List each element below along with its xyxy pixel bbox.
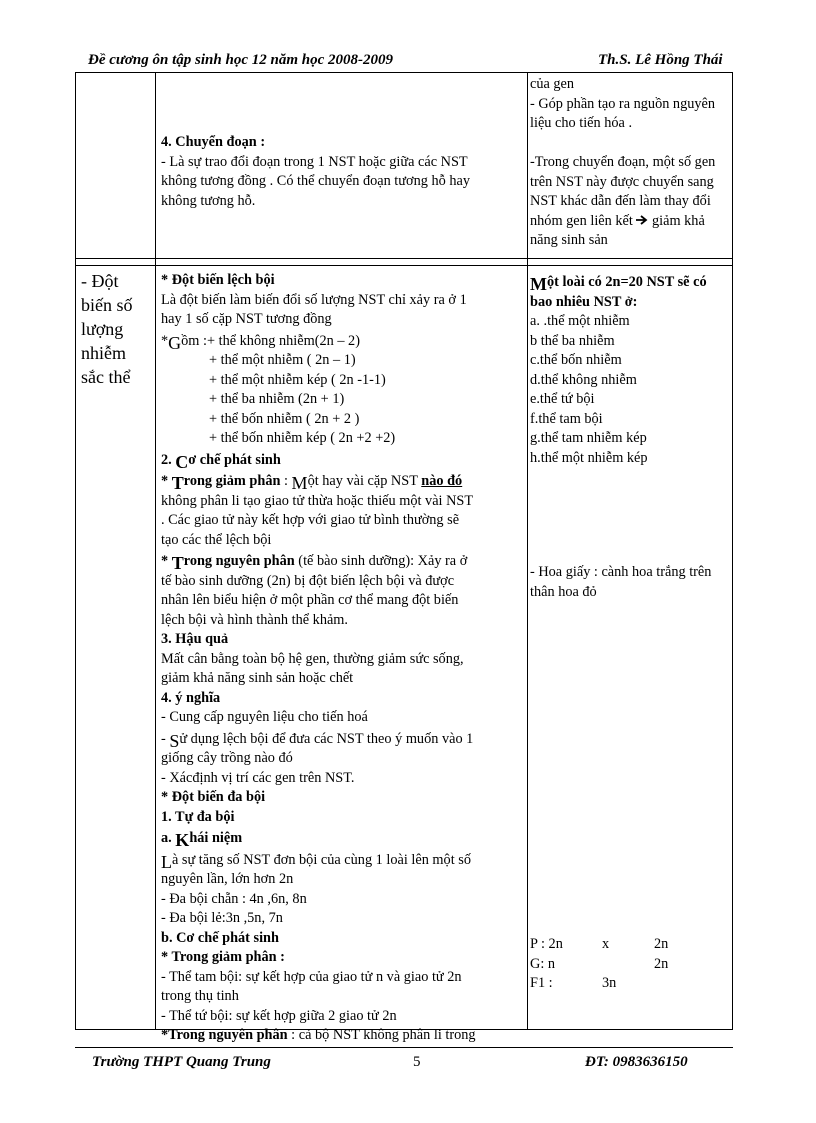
right-arrow-icon (636, 214, 648, 226)
text-line: nguyên lần, lớn hơn 2n (161, 871, 294, 887)
footer-rule (75, 1047, 733, 1048)
mechanism-title: 2. Cơ chế phát sinh (161, 451, 281, 472)
text-line: - Thể tam bội: sự kết hợp của giao tử n và giao tử 2n (161, 968, 462, 985)
text-line: - Cung cấp nguyên liệu cho tiến hoá (161, 709, 368, 725)
exercise-question: bao nhiêu NST ở: (530, 293, 638, 310)
text-line: giảm khả năng sinh sản hoặc chết (161, 670, 354, 686)
text-line: -Trong chuyển đoạn, một số gen (530, 154, 716, 170)
footer-phone: ĐT: 0983636150 (585, 1054, 688, 1070)
exercise-option: h.thể một nhiễm kép (530, 449, 648, 466)
section-label: - Đột biến số lượng nhiễm sắc thể (81, 271, 133, 387)
text-line: không phân li tạo giao tử thừa hoặc thiếu một vài NST (161, 492, 474, 509)
cross-row-g: G: n 2n (530, 955, 669, 972)
consequence-title: 3. Hậu quả (161, 631, 229, 647)
concept-title: a. Khái niệm (161, 830, 243, 850)
cross-row-p: P : 2n x 2n (530, 936, 669, 952)
type-item: + thể bốn nhiễm ( 2n + 2 ) (209, 410, 360, 427)
text-line: nhóm gen liên kết giảm khả (530, 212, 705, 229)
text-line: Mất cân bằng toàn bộ hệ gen, thường giảm sức sống, (161, 650, 464, 667)
aneuploidy-title: * Đột biến lệch bội (161, 272, 275, 288)
types-line: *Gồm :+ thể không nhiễm(2n – 2) (161, 332, 360, 353)
aneuploidy-cell (161, 271, 476, 1046)
polyploidy-title: * Đột biến đa bội (161, 789, 266, 805)
footer-school: Trường THPT Quang Trung (92, 1054, 271, 1070)
mechanism2-title: b. Cơ chế phát sinh (161, 929, 279, 946)
text-line: lệch bội và hình thành thể khảm. (161, 611, 349, 628)
text-line: - Hoa giấy : cành hoa trắng trên (530, 564, 712, 580)
translocation-title: 4. Chuyển đoạn : (161, 134, 266, 150)
mitosis-line: * Trong nguyên phân (tế bào sinh dưỡng): Xảy ra ở (161, 553, 468, 573)
text-line: tạo các thể lệch bội (161, 531, 272, 548)
text-line: - Đa bội chẵn : 4n ,6n, 8n (161, 890, 307, 907)
exercise-option: e.thể tứ bội (530, 391, 595, 407)
autopolyploidy-title: 1. Tự đa bội (161, 808, 235, 825)
text-line: trên NST này được chuyển sang (530, 173, 714, 190)
exercise-option: b thể ba nhiễm (530, 332, 615, 349)
row-separator (75, 258, 733, 259)
exercise-option: c.thể bốn nhiễm (530, 352, 622, 368)
meiosis2-title: * Trong giảm phân : (161, 949, 285, 965)
exercise-cell (530, 271, 707, 468)
text-line: trong thụ tinh (161, 988, 239, 1004)
mitosis2-line: *Trong nguyên phân : cả bộ NST không phân li trong (161, 1027, 476, 1043)
text-line: - Góp phần tạo ra nguồn nguyên (530, 95, 716, 112)
text-line: - Đa bội lẻ:3n ,5n, 7n (161, 910, 283, 926)
significance-title: 4. ý nghĩa (161, 689, 221, 706)
text-line: Là đột biến làm biến đổi số lượng NST chỉ xảy ra ở 1 (161, 291, 467, 308)
example-cell (530, 563, 711, 602)
exercise-option: g.thể tam nhiễm kép (530, 430, 647, 446)
text-line: - Sử dụng lệch bội để đưa các NST theo ý muốn vào 1 (161, 730, 474, 751)
meiosis-line: * Trong giảm phân : Một hay vài cặp NST nào đó (161, 473, 463, 493)
table-divider-2 (527, 73, 528, 1030)
text-line: NST khác dẫn đến làm thay đổi (530, 193, 711, 209)
table-border-right (732, 73, 733, 1030)
type-item: + thể ba nhiễm (2n + 1) (209, 391, 345, 407)
text-line: giống cây trồng nào đó (161, 750, 293, 766)
text-line: năng sinh sản (530, 232, 608, 248)
text-line: - Thể tứ bội: sự kết hợp giữa 2 giao tử 2n (161, 1007, 397, 1024)
exercise-option: d.thể không nhiễm (530, 371, 637, 388)
exercise-option: f.thể tam bội (530, 410, 603, 427)
page-number: 5 (413, 1054, 421, 1070)
exercise-option: a. .thể một nhiễm (530, 313, 630, 329)
text-line: hay 1 số cặp NST tương đồng (161, 311, 332, 327)
exercise-question: Một loài có 2n=20 NST sẽ có (530, 274, 707, 294)
type-item: + thể một nhiễm ( 2n – 1) (209, 352, 356, 368)
text-line: tế bào sinh dưỡng (2n) bị đột biến lệch bội và được (161, 572, 455, 589)
text-line: liệu cho tiến hóa . (530, 115, 633, 131)
cross-diagram (530, 935, 668, 994)
cross-row-f1: F1 : 3n (530, 975, 617, 991)
text-line: - Xácđịnh vị trí các gen trên NST. (161, 769, 355, 786)
type-item: + thể một nhiễm kép ( 2n -1-1) (209, 371, 386, 388)
table-divider-1 (155, 73, 156, 1030)
table-border-left (75, 73, 76, 1030)
translocation-note-cell (530, 75, 715, 251)
text-line: không tương đồng . Có thể chuyển đoạn tương hỗ hay (161, 173, 470, 189)
row-separator-2 (75, 265, 733, 266)
header-title: Đề cương ôn tập sinh học 12 năm học 2008-2009 (88, 52, 393, 68)
type-item: + thể bốn nhiễm kép ( 2n +2 +2) (209, 430, 396, 446)
content-table (75, 73, 733, 1043)
text-line: - Là sự trao đổi đoạn trong 1 NST hoặc giữa các NST (161, 153, 468, 170)
text-line: không tương hỗ. (161, 192, 256, 209)
text-line: nhân lên biểu hiện ở một phần cơ thể mang đột biến (161, 592, 459, 608)
text-line: của gen (530, 76, 575, 92)
header-author: Th.S. Lê Hồng Thái (598, 52, 723, 68)
text-line: thân hoa đỏ (530, 583, 597, 600)
text-line: . Các giao tử này kết hợp với giao tử bình thường sẽ (161, 512, 460, 528)
translocation-cell (161, 133, 470, 211)
text-line: Là sự tăng số NST đơn bội của cùng 1 loài lên một số (161, 851, 471, 872)
